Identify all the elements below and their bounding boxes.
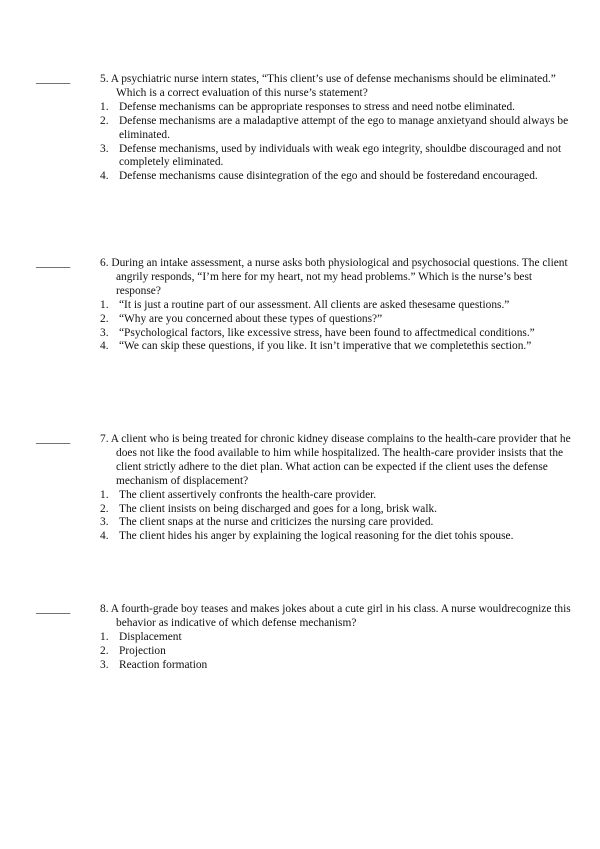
question-stem: [100, 603, 576, 631]
question-7: [36, 433, 576, 544]
option-item: [100, 170, 576, 184]
option-item: [100, 115, 576, 143]
option-item: [100, 143, 576, 171]
option-text: The client snaps at the nurse and criticizes the nursing care provided.: [119, 516, 434, 529]
option-number: 1.: [100, 100, 109, 113]
option-text: “We can skip these questions, if you like. It isn’t imperative that we completethis section.”: [119, 340, 532, 353]
option-number: 3.: [100, 326, 109, 339]
answer-blank[interactable]: ______: [36, 257, 71, 269]
option-item: [100, 489, 576, 503]
option-number: 3.: [100, 516, 109, 529]
option-item: [100, 503, 576, 517]
option-text: Defense mechanisms, used by individuals with weak ego integrity, shouldbe discouraged and not completely eliminated.: [119, 142, 562, 169]
answer-blank[interactable]: ______: [36, 73, 71, 85]
option-number: 1.: [100, 630, 109, 643]
answer-blank[interactable]: ______: [36, 603, 71, 615]
option-number: 2.: [100, 502, 109, 515]
option-number: 1.: [100, 298, 109, 311]
option-list: [100, 101, 576, 184]
question-text: A fourth-grade boy teases and makes jokes about a cute girl in his class. A nurse wouldrecognize this behavior as indicative of which defense mechanism?: [110, 603, 571, 629]
option-number: 3.: [100, 142, 109, 155]
question-stem: [100, 257, 576, 299]
option-text: The client insists on being discharged and goes for a long, brisk walk.: [119, 502, 438, 515]
question-number: 8.: [100, 603, 111, 615]
option-number: 4.: [100, 340, 109, 353]
option-number: 3.: [100, 658, 109, 671]
question-text: A psychiatric nurse intern states, “This client’s use of defense mechanisms should be eliminated.” Which is a correct evaluation of this nurse’s statement?: [110, 73, 556, 99]
option-text: The client hides his anger by explaining the logical reasoning for the diet tohis spouse.: [119, 530, 514, 543]
question-6: [36, 257, 576, 354]
option-number: 2.: [100, 114, 109, 127]
question-number: 6.: [100, 257, 112, 269]
option-text: Projection: [119, 644, 166, 657]
option-text: “Psychological factors, like excessive stress, have been found to affectmedical conditions.”: [119, 326, 535, 339]
option-number: 1.: [100, 488, 109, 501]
question-stem: [100, 433, 576, 489]
option-item: [100, 516, 576, 530]
question-text: During an intake assessment, a nurse asks both physiological and psychosocial questions. The client angrily responds, “I’m here for my heart, not my head problems.” Which is the nurse’s best response?: [111, 257, 568, 297]
answer-blank[interactable]: ______: [36, 433, 71, 445]
option-item: [100, 299, 576, 313]
question-8: [36, 603, 576, 673]
option-text: “It is just a routine part of our assessment. All clients are asked thesesame questions.”: [119, 298, 510, 311]
option-text: Defense mechanisms can be appropriate responses to stress and need notbe eliminated.: [119, 100, 516, 113]
question-number: 5.: [100, 73, 111, 85]
option-item: [100, 101, 576, 115]
option-list: [100, 631, 576, 673]
question-text: A client who is being treated for chronic kidney disease complains to the health-care provider that he does not like the food available to him while hospitalized. The health-care provider insists that the client strictly adhere to the diet plan. What action can be expected if the client uses the defense mechanism of displacement?: [110, 433, 571, 487]
option-list: [100, 299, 576, 355]
option-text: Defense mechanisms are a maladaptive attempt of the ego to manage anxietyand should always be eliminated.: [119, 114, 569, 141]
option-text: Displacement: [119, 630, 182, 643]
option-number: 4.: [100, 530, 109, 543]
option-text: The client assertively confronts the health-care provider.: [119, 488, 377, 501]
option-item: [100, 659, 576, 673]
option-item: [100, 530, 576, 544]
option-number: 4.: [100, 170, 109, 183]
option-list: [100, 489, 576, 545]
question-stem: [100, 73, 576, 101]
question-5: [36, 73, 576, 184]
option-item: [100, 645, 576, 659]
option-item: [100, 631, 576, 645]
option-text: “Why are you concerned about these types of questions?”: [119, 312, 383, 325]
option-item: [100, 327, 576, 341]
option-number: 2.: [100, 644, 109, 657]
option-item: [100, 340, 576, 354]
option-text: Reaction formation: [119, 658, 208, 671]
option-number: 2.: [100, 312, 109, 325]
option-text: Defense mechanisms cause disintegration of the ego and should be fosteredand encouraged.: [119, 170, 538, 183]
option-item: [100, 313, 576, 327]
question-number: 7.: [100, 433, 111, 445]
